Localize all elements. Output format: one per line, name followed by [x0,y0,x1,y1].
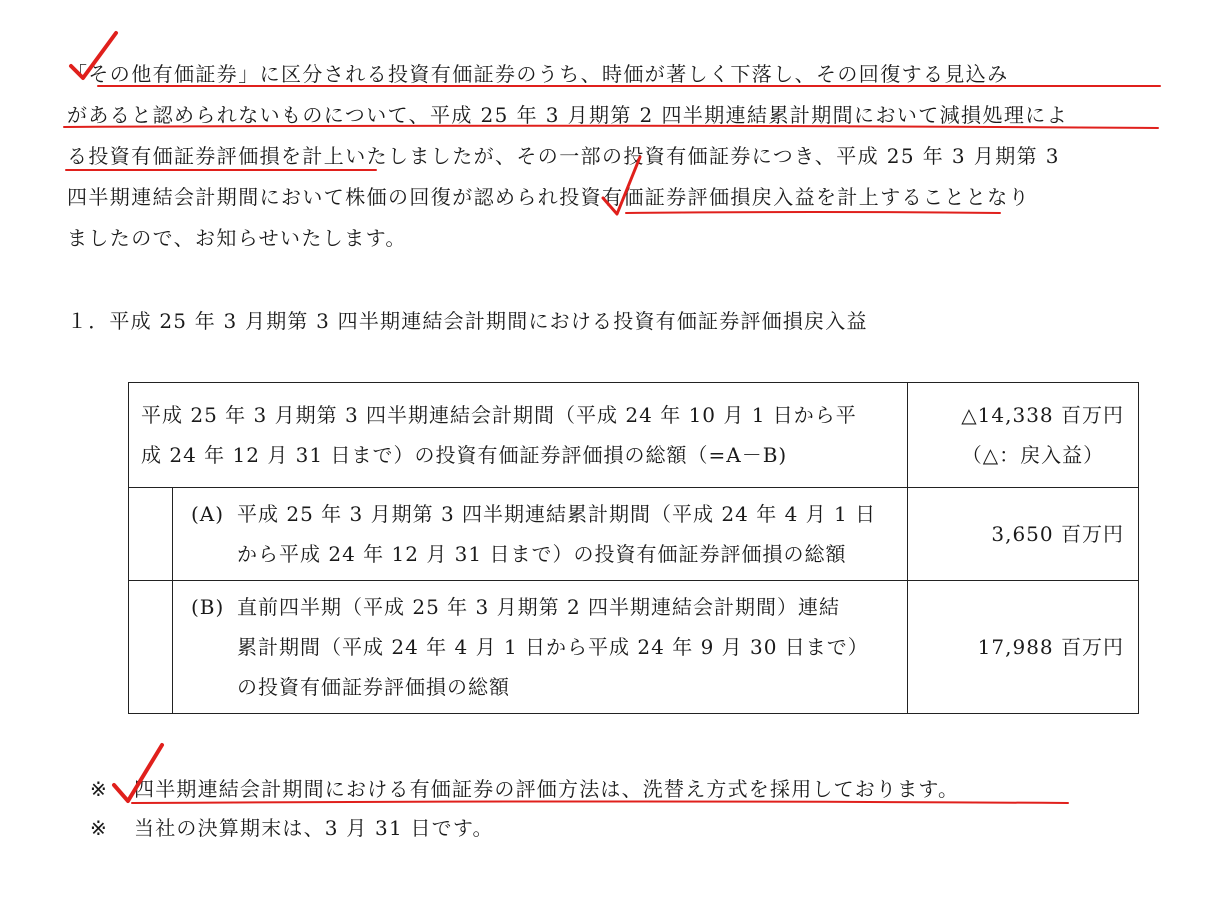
row-b-amount: 17,988 百万円 [908,581,1139,714]
note-mark: ※ [90,816,108,840]
row-b-line-1: 直前四半期（平成 25 年 3 月期第 2 四半期連結会計期間）連結 [237,595,841,619]
underline-1 [98,85,1160,86]
total-amount-note: （△：戻入益） [961,443,1105,467]
note-text: 四半期連結会計期間における有価証券の評価方法は、洗替え方式を採用しております。 [134,777,960,801]
row-b-label: (B) [191,595,225,619]
row-a-line-2: から平成 24 年 12 月 31 日まで）の投資有価証券評価損の総額 [237,542,847,566]
note-text: 当社の決算期末は、3 月 31 日です。 [134,816,494,840]
intro-line-3: る投資有価証券評価損を計上いたしましたが、その一部の投資有価証券につき、平成 25 年 3 月期第 3 [67,144,1060,168]
total-amount: △14,338 百万円 [961,403,1124,427]
checkmark-icon [603,157,640,214]
row-b-line-2: 累計期間（平成 24 年 4 月 1 日から平成 24 年 9 月 30 日まで） [237,635,869,659]
intro-line-4: 四半期連結会計期間において株価の回復が認められ投資有価証券評価損戻入益を計上することとなり [67,185,1030,209]
section-heading: １．平成 25 年 3 月期第 3 四半期連結会計期間における投資有価証券評価損戻入益 [67,309,868,333]
intro-line-5: ましたので、お知らせいたします。 [67,226,407,250]
checkmark-icon [114,745,162,801]
row-a-label: (A) [191,502,225,526]
intro-line-1: 「その他有価証券」に区分される投資有価証券のうち、時価が著しく下落し、その回復する見込み [67,62,1009,86]
checkmark-icon [71,33,116,78]
row-a-line-1: 平成 25 年 3 月期第 3 四半期連結累計期間（平成 24 年 4 月 1 日 [237,502,877,526]
intro-line-2: があると認められないものについて、平成 25 年 3 月期第 2 四半期連結累計期間において減損処理によ [67,103,1069,127]
annotation-group [64,33,1160,803]
underline-5 [132,802,1068,804]
underline-4 [626,212,1000,213]
row-b-line-3: の投資有価証券評価損の総額 [237,675,510,699]
total-desc-line-2: 成 24 年 12 月 31 日まで）の投資有価証券評価損の総額（=A－B) [141,443,788,467]
note-mark: ※ [90,777,108,801]
row-a-amount: 3,650 百万円 [908,488,1139,581]
underline-2 [64,126,1158,128]
total-desc-line-1: 平成 25 年 3 月期第 3 四半期連結会計期間（平成 24 年 10 月 1 日から平 [141,403,857,427]
